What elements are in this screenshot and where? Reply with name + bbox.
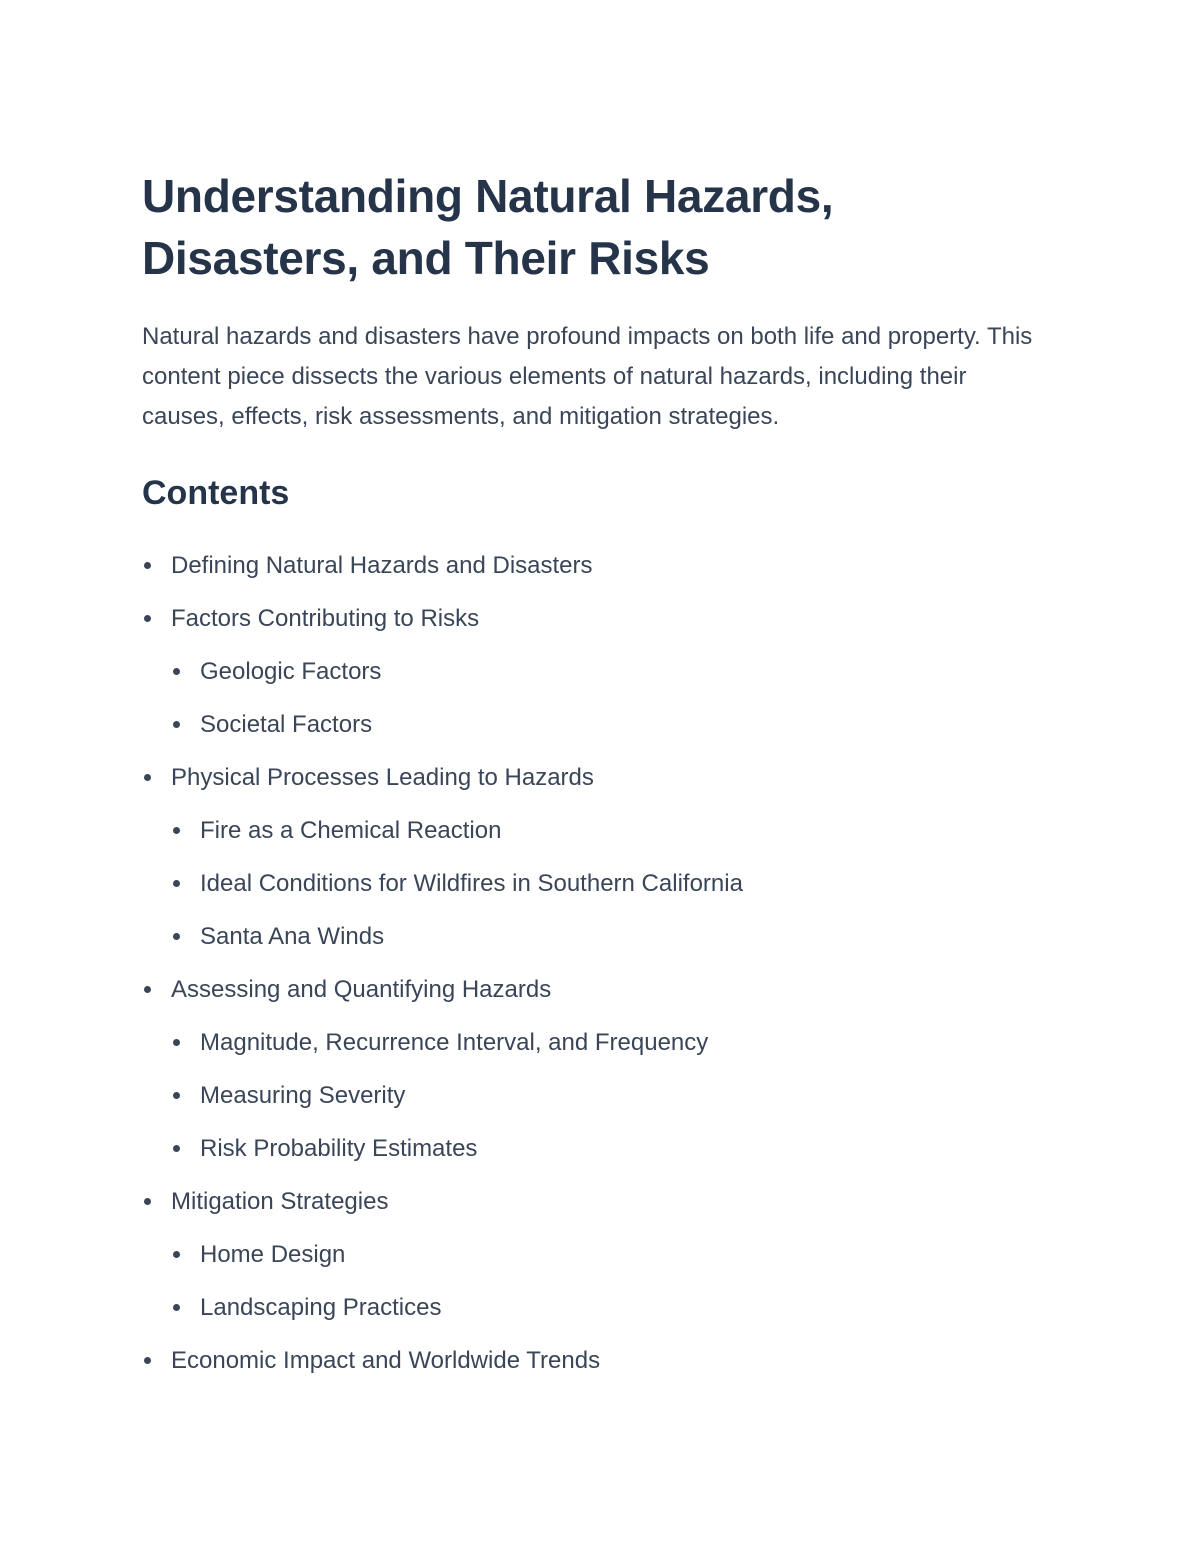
toc-subitem[interactable]: Ideal Conditions for Wildfires in Southern California [171, 857, 1042, 910]
intro-paragraph: Natural hazards and disasters have profound impacts on both life and property. This content piece dissects the various elements of natural hazards, including their causes, effects, risk assessments, and mitigation strategies. [142, 323, 1033, 430]
toc-subitem[interactable]: Home Design [171, 1228, 1042, 1281]
toc-subitem[interactable]: Fire as a Chemical Reaction [171, 804, 1042, 857]
toc-item[interactable]: Economic Impact and Worldwide Trends [142, 1334, 1042, 1387]
document-title: Understanding Natural Hazards, Disasters, and Their Risks [142, 170, 834, 284]
document-page [142, 165, 1042, 1387]
toc-item[interactable]: Defining Natural Hazards and Disasters [142, 539, 1042, 592]
toc-item[interactable]: Factors Contributing to Risks [142, 592, 1042, 645]
toc-subitem[interactable]: Santa Ana Winds [171, 910, 1042, 963]
table-of-contents [142, 539, 1042, 1387]
toc-subitem[interactable]: Magnitude, Recurrence Interval, and Frequency [171, 1016, 1042, 1069]
toc-subitem[interactable]: Risk Probability Estimates [171, 1122, 1042, 1175]
toc-subitem[interactable]: Societal Factors [171, 698, 1042, 751]
contents-heading: Contents [142, 474, 290, 512]
toc-item[interactable]: Assessing and Quantifying Hazards [142, 963, 1042, 1016]
toc-item[interactable]: Mitigation Strategies [142, 1175, 1042, 1228]
toc-subitem[interactable]: Geologic Factors [171, 645, 1042, 698]
toc-subitem[interactable]: Landscaping Practices [171, 1281, 1042, 1334]
toc-item[interactable]: Physical Processes Leading to Hazards [142, 751, 1042, 804]
toc-subitem[interactable]: Measuring Severity [171, 1069, 1042, 1122]
